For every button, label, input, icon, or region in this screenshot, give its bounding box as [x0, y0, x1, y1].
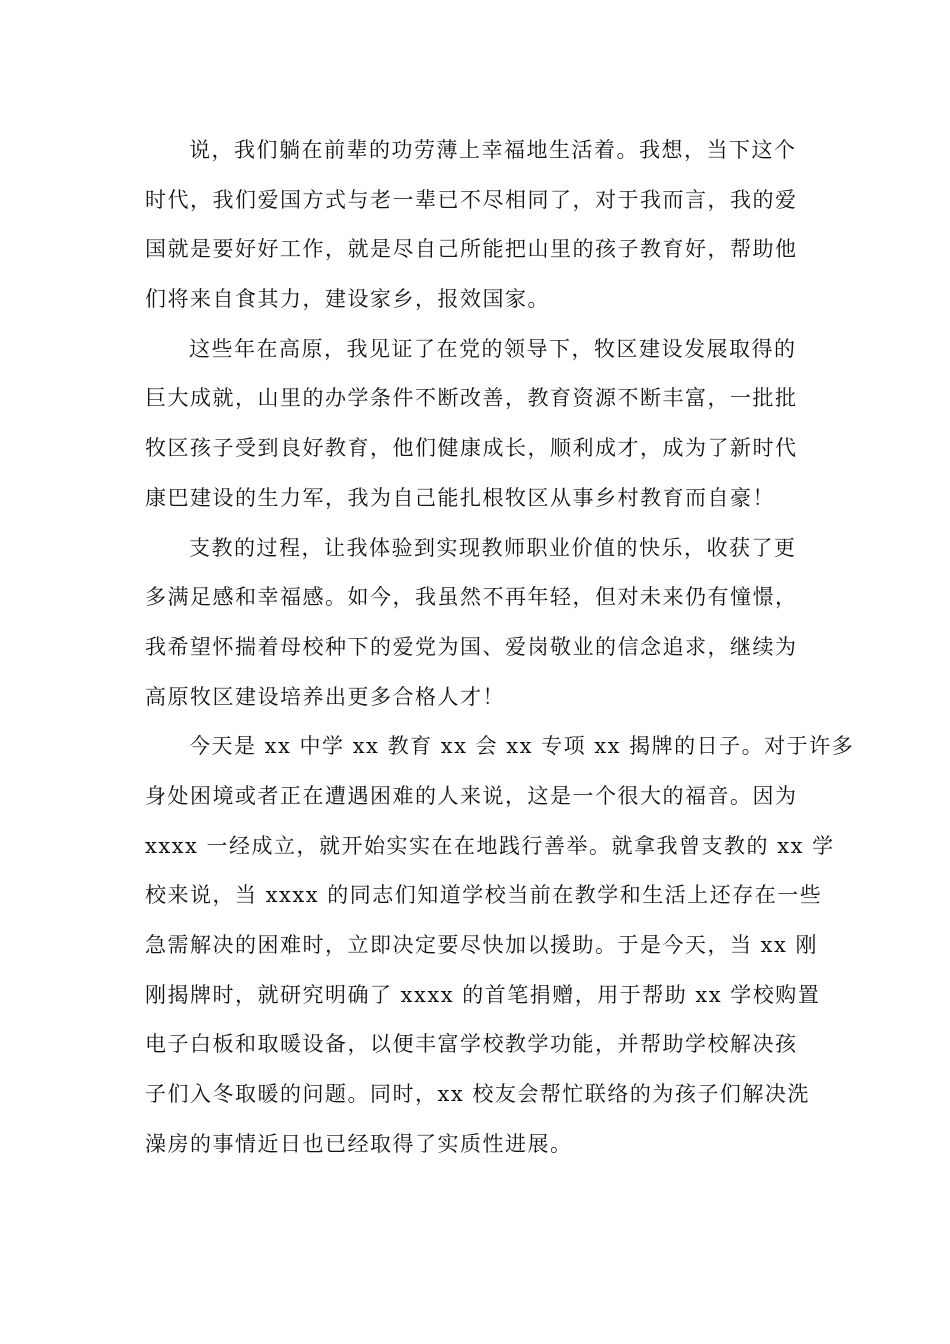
text-line: 巨大成就，山里的办学条件不断改善，教育资源不断丰富，一批批: [145, 386, 798, 411]
text-line: 们将来自食其力，建设家乡，报效国家。: [145, 287, 550, 312]
text-line: 身处困境或者正在遭遇困难的人来说，这是一个很大的福音。因为: [145, 783, 798, 808]
text-line: 时代，我们爱国方式与老一辈已不尽相同了，对于我而言，我的爱: [145, 187, 798, 212]
text-line: 急需解决的困难时，立即决定要尽快加以援助。于是今天，当 xx 刚: [145, 933, 819, 957]
text-line: 电子白板和取暖设备，以便丰富学校教学功能，并帮助学校解决孩: [145, 1032, 798, 1057]
text-line: 刚揭牌时，就研究明确了 xxxx 的首笔捐赠，用于帮助 xx 学校购置: [145, 982, 821, 1007]
text-line: xxxx 一经成立，就开始实实在在地践行善举。就拿我曾支教的 xx 学: [145, 833, 835, 858]
text-line: 我希望怀揣着母校种下的爱党为国、爱岗敬业的信念追求，继续为: [145, 634, 798, 659]
text-line: 说，我们躺在前辈的功劳薄上幸福地生活着。我想，当下这个: [189, 138, 797, 162]
text-line: 这些年在高原，我见证了在党的领导下，牧区建设发展取得的: [189, 336, 797, 361]
text-line: 多满足感和幸福感。如今，我虽然不再年轻，但对未来仍有憧憬，: [145, 585, 798, 610]
document-body: [145, 126, 855, 1169]
text-line: 国就是要好好工作，就是尽自己所能把山里的孩子教育好，帮助他: [145, 237, 798, 262]
text-line: 康巴建设的生力军，我为自己能扎根牧区从事乡村教育而自豪！: [145, 485, 775, 510]
text-line: 子们入冬取暖的问题。同时，xx 校友会帮忙联络的为孩子们解决洗: [145, 1082, 810, 1107]
text-line: 今天是 xx 中学 xx 教育 xx 会 xx 专项 xx 揭牌的日子。对于许多: [189, 734, 855, 759]
text-line: 牧区孩子受到良好教育，他们健康成长，顺利成才，成为了新时代: [145, 436, 798, 461]
text-line: 支教的过程，让我体验到实现教师职业价值的快乐，收获了更: [189, 535, 797, 560]
text-line: 校来说，当 xxxx 的同志们知道学校当前在教学和生活上还存在一些: [145, 883, 823, 908]
text-line: 澡房的事情近日也已经取得了实质性进展。: [145, 1131, 573, 1156]
text-line: 高原牧区建设培养出更多合格人才！: [145, 684, 505, 709]
